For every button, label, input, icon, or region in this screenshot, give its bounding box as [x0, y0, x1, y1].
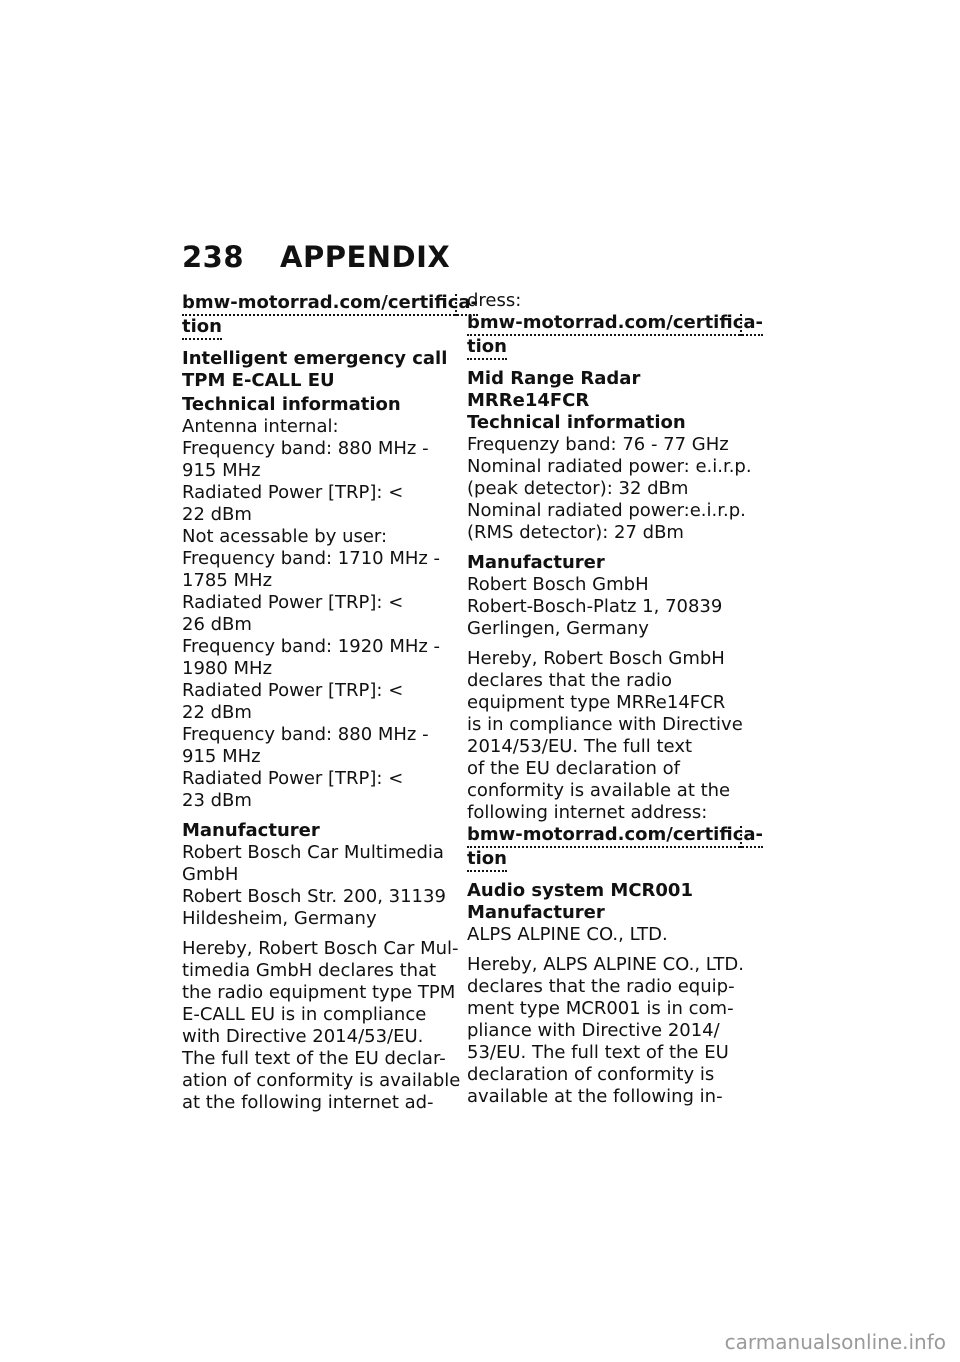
declaration-line: Hereby, Robert Bosch GmbH	[467, 648, 725, 669]
spec-line: 1980 MHz	[182, 658, 273, 679]
audio-manufacturer-heading: Manufacturer	[467, 902, 605, 923]
radar-tech-heading: Technical information	[467, 412, 686, 433]
spec-line: 23 dBm	[182, 790, 252, 811]
audio-manufacturer-name: ALPS ALPINE CO., LTD.	[467, 924, 668, 945]
certification-link-2-line-b[interactable]: tion	[467, 336, 507, 360]
address-line: Hildesheim, Germany	[182, 908, 377, 929]
spec-line: 22 dBm	[182, 702, 252, 723]
spec-line: Frequency band: 880 MHz -	[182, 438, 429, 459]
declaration-line: timedia GmbH declares that	[182, 960, 437, 981]
ecall-heading-line-1: Intelligent emergency call	[182, 348, 448, 369]
declaration-line: conformity is available at the	[467, 780, 731, 801]
declaration-line: Hereby, ALPS ALPINE CO., LTD.	[467, 954, 744, 975]
declaration-line: available at the following in-	[467, 1086, 723, 1107]
declaration-line: declares that the radio	[467, 670, 673, 691]
ecall-heading-line-2: TPM E-CALL EU	[182, 370, 335, 391]
address-line: Robert Bosch Str. 200, 31139	[182, 886, 446, 907]
audio-heading: Audio system MCR001	[467, 880, 693, 901]
address-line: Robert Bosch GmbH	[467, 574, 649, 595]
declaration-line: at the following internet ad-	[182, 1092, 434, 1113]
declaration-line: with Directive 2014/53/EU.	[182, 1026, 424, 1047]
certification-link-2[interactable]	[467, 312, 763, 336]
spec-line: 915 MHz	[182, 460, 261, 481]
radar-manufacturer-heading: Manufacturer	[467, 552, 605, 573]
spec-line: Radiated Power [TRP]: <	[182, 482, 404, 503]
radar-declaration	[467, 648, 742, 824]
spec-line: Nominal radiated power: e.i.r.p.	[467, 456, 752, 477]
spec-line: 22 dBm	[182, 504, 252, 525]
spec-line: Nominal radiated power:e.i.r.p.	[467, 500, 746, 521]
declaration-line: declaration of conformity is	[467, 1064, 715, 1085]
declaration-line: 2014/53/EU. The full text	[467, 736, 693, 757]
spec-line: 26 dBm	[182, 614, 252, 635]
spec-line: Frequenzy band: 76 - 77 GHz	[467, 434, 729, 455]
spec-line: Radiated Power [TRP]: <	[182, 680, 404, 701]
ecall-tech-specs	[182, 416, 457, 812]
ecall-declaration	[182, 938, 461, 1114]
certification-link-3-line-a[interactable]: bmw-motorrad.com/certifica-	[467, 824, 763, 848]
spec-line: Radiated Power [TRP]: <	[182, 592, 404, 613]
right-column	[467, 290, 763, 1108]
certification-link-2-line-a[interactable]: bmw-motorrad.com/certifica-	[467, 312, 763, 336]
section-title: APPENDIX	[280, 240, 451, 274]
declaration-continuation: dress:	[467, 290, 522, 311]
declaration-line: following internet address:	[467, 802, 708, 823]
certification-link-1-line-a[interactable]: bmw-motorrad.com/certifica-	[182, 292, 478, 316]
declaration-line: the radio equipment type TPM	[182, 982, 456, 1003]
declaration-line: pliance with Directive 2014/	[467, 1020, 720, 1041]
spec-line: 915 MHz	[182, 746, 261, 767]
spec-line: Frequency band: 1920 MHz -	[182, 636, 441, 657]
declaration-line: is in compliance with Directive	[467, 714, 743, 735]
address-line: Robert Bosch Car Multimedia	[182, 842, 444, 863]
declaration-line: 53/EU. The full text of the EU	[467, 1042, 729, 1063]
watermark: carmanualsonline.info	[724, 1330, 946, 1354]
spec-line: Radiated Power [TRP]: <	[182, 768, 404, 789]
address-line: Robert-Bosch-Platz 1, 70839	[467, 596, 723, 617]
page-header	[182, 240, 450, 274]
declaration-line: of the EU declaration of	[467, 758, 681, 779]
spec-line: Frequency band: 880 MHz -	[182, 724, 429, 745]
left-column	[182, 292, 478, 1114]
radar-heading-line-1: Mid Range Radar	[467, 368, 641, 389]
certification-link-1[interactable]	[182, 292, 478, 316]
audio-declaration	[467, 954, 742, 1108]
spec-line: 1785 MHz	[182, 570, 273, 591]
certification-link-3-line-b[interactable]: tion	[467, 848, 507, 872]
spec-line: (peak detector): 32 dBm	[467, 478, 689, 499]
declaration-line: Hereby, Robert Bosch Car Mul-	[182, 938, 459, 959]
spec-line: (RMS detector): 27 dBm	[467, 522, 684, 543]
address-line: Gerlingen, Germany	[467, 618, 649, 639]
spec-line: Antenna internal:	[182, 416, 339, 437]
declaration-line: declares that the radio equip-	[467, 976, 735, 997]
page-number: 238	[182, 240, 245, 274]
spec-line: Not acessable by user:	[182, 526, 388, 547]
declaration-line: ation of conformity is available	[182, 1070, 461, 1091]
certification-link-3[interactable]	[467, 824, 763, 848]
ecall-tech-heading: Technical information	[182, 394, 401, 415]
certification-link-1-line-b[interactable]: tion	[182, 316, 222, 340]
ecall-manufacturer-heading: Manufacturer	[182, 820, 320, 841]
radar-manufacturer-address	[467, 574, 742, 640]
address-line: GmbH	[182, 864, 239, 885]
declaration-line: equipment type MRRe14FCR	[467, 692, 726, 713]
ecall-manufacturer-address	[182, 842, 457, 930]
radar-heading-line-2: MRRe14FCR	[467, 390, 590, 411]
radar-tech-specs	[467, 434, 752, 544]
declaration-line: The full text of the EU declar-	[182, 1048, 446, 1069]
spec-line: Frequency band: 1710 MHz -	[182, 548, 441, 569]
declaration-line: ment type MCR001 is in com-	[467, 998, 734, 1019]
declaration-line: E-CALL EU is in compliance	[182, 1004, 427, 1025]
